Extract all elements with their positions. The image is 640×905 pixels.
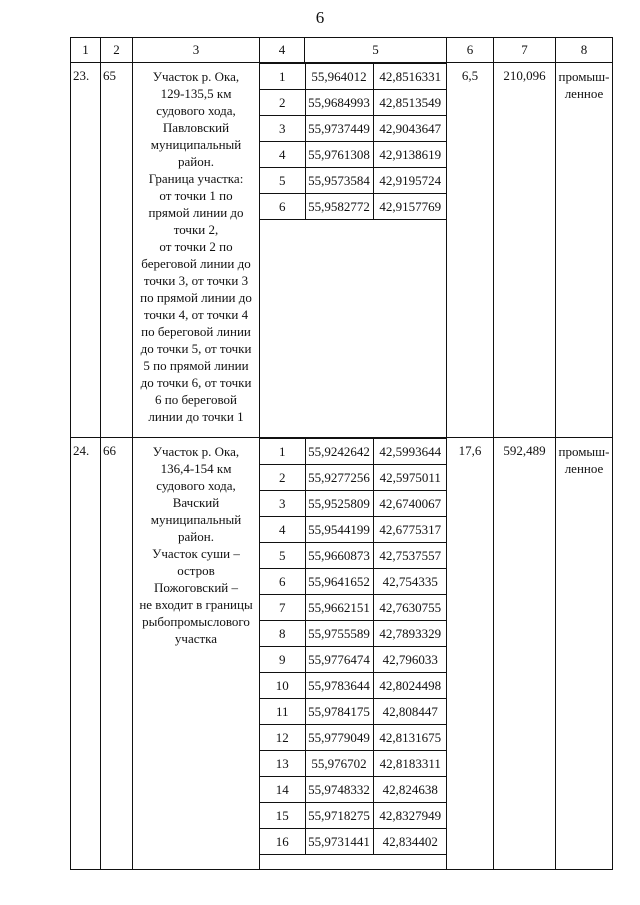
description-line: остров — [177, 563, 215, 578]
point-latitude: 55,9737449 — [305, 116, 373, 142]
area-type — [556, 63, 613, 438]
description-line: прямой линии до — [148, 205, 244, 220]
area-type-line: промыш- — [558, 444, 610, 459]
area-type-line: ленное — [564, 86, 604, 101]
header-cell: 6 — [447, 38, 494, 63]
description-line: муниципальный — [150, 137, 242, 152]
description-line: точки 2, — [173, 222, 219, 237]
point-number: 8 — [260, 621, 305, 647]
coordinate-row — [260, 803, 447, 829]
description-line: линии до точки 1 — [148, 409, 244, 424]
area-value: 6,5 — [447, 63, 494, 438]
point-longitude: 42,7630755 — [373, 595, 447, 621]
area-type-line: промыш- — [558, 69, 610, 84]
coordinate-row — [260, 543, 447, 569]
point-latitude: 55,9573584 — [305, 168, 373, 194]
description-line: 6 по береговой — [155, 392, 237, 407]
point-number: 1 — [260, 64, 305, 90]
point-longitude: 42,9195724 — [373, 168, 447, 194]
description-line: от точки 2 по — [159, 239, 233, 254]
point-latitude: 55,9783644 — [305, 673, 373, 699]
point-number: 7 — [260, 595, 305, 621]
point-latitude: 55,9755589 — [305, 621, 373, 647]
point-number: 4 — [260, 517, 305, 543]
coordinate-row — [260, 595, 447, 621]
description-line: судового хода, — [156, 478, 236, 493]
area-description — [133, 63, 260, 438]
header-row — [71, 38, 613, 63]
coordinates-table — [260, 438, 447, 855]
description-line: район. — [178, 154, 214, 169]
description-line: район. — [178, 529, 214, 544]
point-latitude: 55,9718275 — [305, 803, 373, 829]
description-line: участка — [174, 631, 218, 646]
description-line: Участок суши – — [152, 546, 240, 561]
point-number: 11 — [260, 699, 305, 725]
description-line: рыбопромыслового — [142, 614, 250, 629]
point-longitude: 42,824638 — [373, 777, 447, 803]
point-latitude: 55,9242642 — [305, 439, 373, 465]
point-longitude: 42,8513549 — [373, 90, 447, 116]
point-longitude: 42,8131675 — [373, 725, 447, 751]
area-type-line: ленное — [564, 461, 604, 476]
description-line: Граница участка: — [148, 171, 244, 186]
header-cell: 2 — [101, 38, 133, 63]
point-longitude: 42,6740067 — [373, 491, 447, 517]
point-number: 12 — [260, 725, 305, 751]
coordinate-row — [260, 194, 447, 220]
point-longitude: 42,796033 — [373, 647, 447, 673]
point-longitude: 42,7537557 — [373, 543, 447, 569]
point-number: 5 — [260, 168, 305, 194]
area-description — [133, 438, 260, 870]
point-latitude: 55,9784175 — [305, 699, 373, 725]
point-longitude: 42,9138619 — [373, 142, 447, 168]
point-number: 3 — [260, 491, 305, 517]
description-line: не входит в границы — [139, 597, 253, 612]
point-longitude: 42,8183311 — [373, 751, 447, 777]
point-latitude: 55,9776474 — [305, 647, 373, 673]
coordinate-row — [260, 673, 447, 699]
length-value: 592,489 — [494, 438, 556, 870]
coordinate-row — [260, 725, 447, 751]
coordinate-row — [260, 647, 447, 673]
point-longitude: 42,8327949 — [373, 803, 447, 829]
page-number: 6 — [315, 8, 325, 27]
coordinates-cell — [260, 63, 447, 438]
description-line: муниципальный — [150, 512, 242, 527]
point-latitude: 55,9662151 — [305, 595, 373, 621]
description-line: Участок р. Ока, — [152, 69, 240, 84]
point-latitude: 55,9525809 — [305, 491, 373, 517]
description-line: Павловский — [162, 120, 230, 135]
point-number: 14 — [260, 777, 305, 803]
header-cell: 3 — [133, 38, 260, 63]
point-longitude: 42,6775317 — [373, 517, 447, 543]
description-line: точки 4, от точки 4 — [143, 307, 249, 322]
point-longitude: 42,8024498 — [373, 673, 447, 699]
coordinate-row — [260, 517, 447, 543]
point-latitude: 55,9544199 — [305, 517, 373, 543]
coordinate-row — [260, 491, 447, 517]
coordinate-row — [260, 116, 447, 142]
point-longitude: 42,9043647 — [373, 116, 447, 142]
point-number: 5 — [260, 543, 305, 569]
coordinate-row — [260, 829, 447, 855]
point-number: 10 — [260, 673, 305, 699]
point-number: 3 — [260, 116, 305, 142]
point-longitude: 42,9157769 — [373, 194, 447, 220]
description-line: Участок р. Ока, — [152, 444, 240, 459]
header-cell: 1 — [71, 38, 101, 63]
point-number: 16 — [260, 829, 305, 855]
point-number: 2 — [260, 90, 305, 116]
description-line: до точки 6, от точки — [140, 375, 252, 390]
header-cell: 4 — [260, 38, 305, 63]
area-value: 17,6 — [447, 438, 494, 870]
description-line: по береговой линии — [141, 324, 251, 339]
description-line: судового хода, — [156, 103, 236, 118]
row-code: 65 — [101, 63, 133, 438]
point-number: 15 — [260, 803, 305, 829]
coordinate-row — [260, 465, 447, 491]
description-line: 136,4-154 км — [160, 461, 232, 476]
point-number: 13 — [260, 751, 305, 777]
point-latitude: 55,9582772 — [305, 194, 373, 220]
description-line: до точки 5, от точки — [140, 341, 252, 356]
description-line: 129-135,5 км — [160, 86, 232, 101]
point-longitude: 42,5993644 — [373, 439, 447, 465]
table-row — [71, 63, 613, 438]
point-latitude: 55,9748332 — [305, 777, 373, 803]
table-row — [71, 438, 613, 870]
area-type — [556, 438, 613, 870]
coordinate-row — [260, 751, 447, 777]
coordinates-cell — [260, 438, 447, 870]
coordinate-row — [260, 777, 447, 803]
coordinates-table — [260, 63, 447, 220]
point-latitude: 55,9731441 — [305, 829, 373, 855]
row-number: 23. — [71, 63, 101, 438]
point-longitude: 42,808447 — [373, 699, 447, 725]
coordinate-row — [260, 621, 447, 647]
header-cell: 8 — [556, 38, 613, 63]
coordinate-row — [260, 168, 447, 194]
point-latitude: 55,9641652 — [305, 569, 373, 595]
point-latitude: 55,9684993 — [305, 90, 373, 116]
point-longitude: 42,754335 — [373, 569, 447, 595]
description-line: Вачский — [172, 495, 220, 510]
row-code: 66 — [101, 438, 133, 870]
coordinate-row — [260, 699, 447, 725]
length-value: 210,096 — [494, 63, 556, 438]
coordinate-row — [260, 90, 447, 116]
point-number: 9 — [260, 647, 305, 673]
point-number: 6 — [260, 569, 305, 595]
header-cell: 7 — [494, 38, 556, 63]
point-latitude: 55,9779049 — [305, 725, 373, 751]
fishing-areas-table — [70, 37, 613, 870]
point-longitude: 42,5975011 — [373, 465, 447, 491]
description-line: от точки 1 по — [159, 188, 233, 203]
description-line: Пожоговский – — [153, 580, 239, 595]
point-longitude: 42,7893329 — [373, 621, 447, 647]
point-number: 6 — [260, 194, 305, 220]
point-latitude: 55,9277256 — [305, 465, 373, 491]
point-number: 4 — [260, 142, 305, 168]
coordinate-row — [260, 569, 447, 595]
coordinate-row — [260, 64, 447, 90]
coordinate-row — [260, 439, 447, 465]
description-line: точки 3, от точки 3 — [143, 273, 249, 288]
point-number: 2 — [260, 465, 305, 491]
header-cell: 5 — [305, 38, 447, 63]
point-latitude: 55,976702 — [305, 751, 373, 777]
description-line: по прямой линии до — [140, 290, 252, 305]
coordinate-row — [260, 142, 447, 168]
point-latitude: 55,9761308 — [305, 142, 373, 168]
description-line: береговой линии до — [141, 256, 251, 271]
row-number: 24. — [71, 438, 101, 870]
description-line: 5 по прямой линии — [143, 358, 249, 373]
point-latitude: 55,9660873 — [305, 543, 373, 569]
point-longitude: 42,834402 — [373, 829, 447, 855]
point-number: 1 — [260, 439, 305, 465]
point-latitude: 55,964012 — [305, 64, 373, 90]
point-longitude: 42,8516331 — [373, 64, 447, 90]
